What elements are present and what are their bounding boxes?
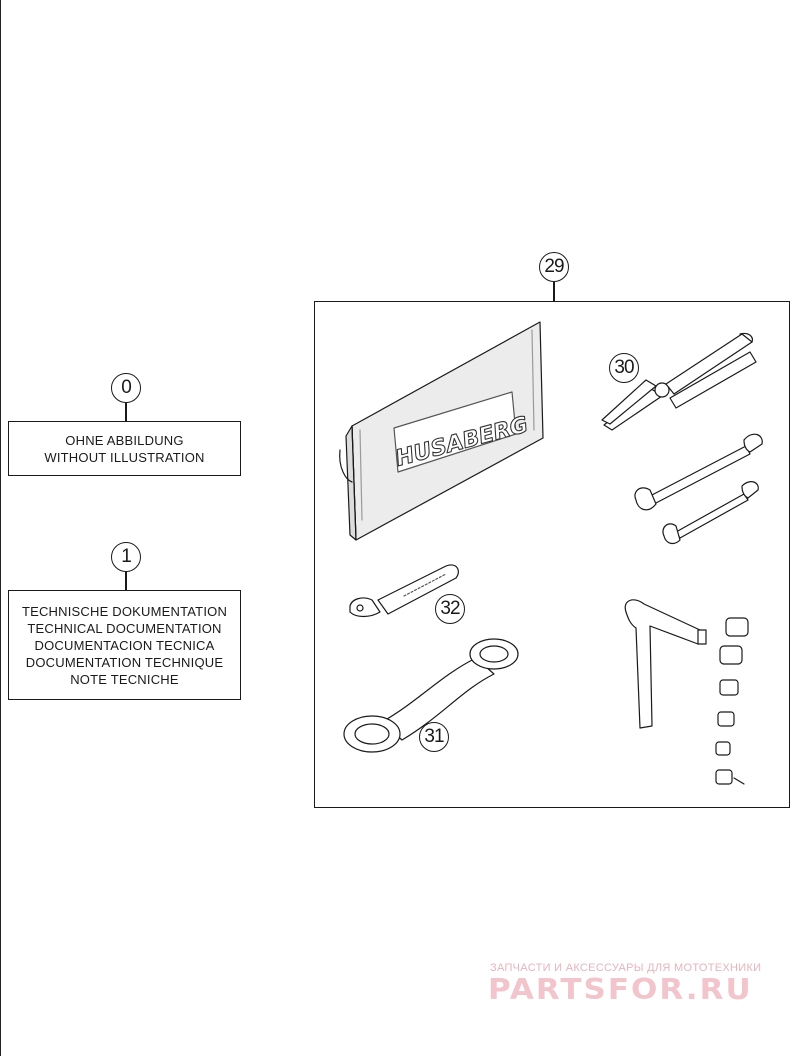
box1-line-2: TECHNICAL DOCUMENTATION — [27, 620, 222, 636]
box0-line-1: OHNE ABBILDUNG — [65, 432, 184, 448]
watermark-brand[interactable]: PARTSFOR.RU — [488, 973, 753, 1007]
socket-bits-drawing[interactable] — [716, 618, 748, 784]
tool-pouch-drawing[interactable] — [340, 322, 543, 540]
callout-31[interactable]: 31 — [419, 722, 449, 752]
box1-line-5: NOTE TECNICHE — [70, 671, 179, 687]
open-end-wrenches-drawing[interactable] — [635, 434, 762, 543]
callout-32[interactable]: 32 — [435, 594, 465, 624]
callout-29[interactable]: 29 — [539, 252, 569, 282]
callout-0[interactable]: 0 — [111, 373, 141, 403]
box1-line-1: TECHNISCHE DOKUMENTATION — [21, 603, 228, 619]
callout-30[interactable]: 30 — [609, 353, 639, 383]
box1-line-3: DOCUMENTACION TECNICA — [34, 637, 215, 653]
watermark-tagline: ЗАПЧАСТИ И АКСЕССУАРЫ ДЛЯ МОТОТЕХНИКИ — [490, 962, 762, 974]
callout-1[interactable]: 1 — [111, 542, 141, 572]
box0-line-2: WITHOUT ILLUSTRATION — [44, 449, 205, 465]
pouch-logo-text: HUSABERG — [393, 412, 531, 472]
t-handle-drawing[interactable] — [625, 600, 706, 728]
box1-line-4: DOCUMENTATION TECHNIQUE — [25, 654, 224, 670]
